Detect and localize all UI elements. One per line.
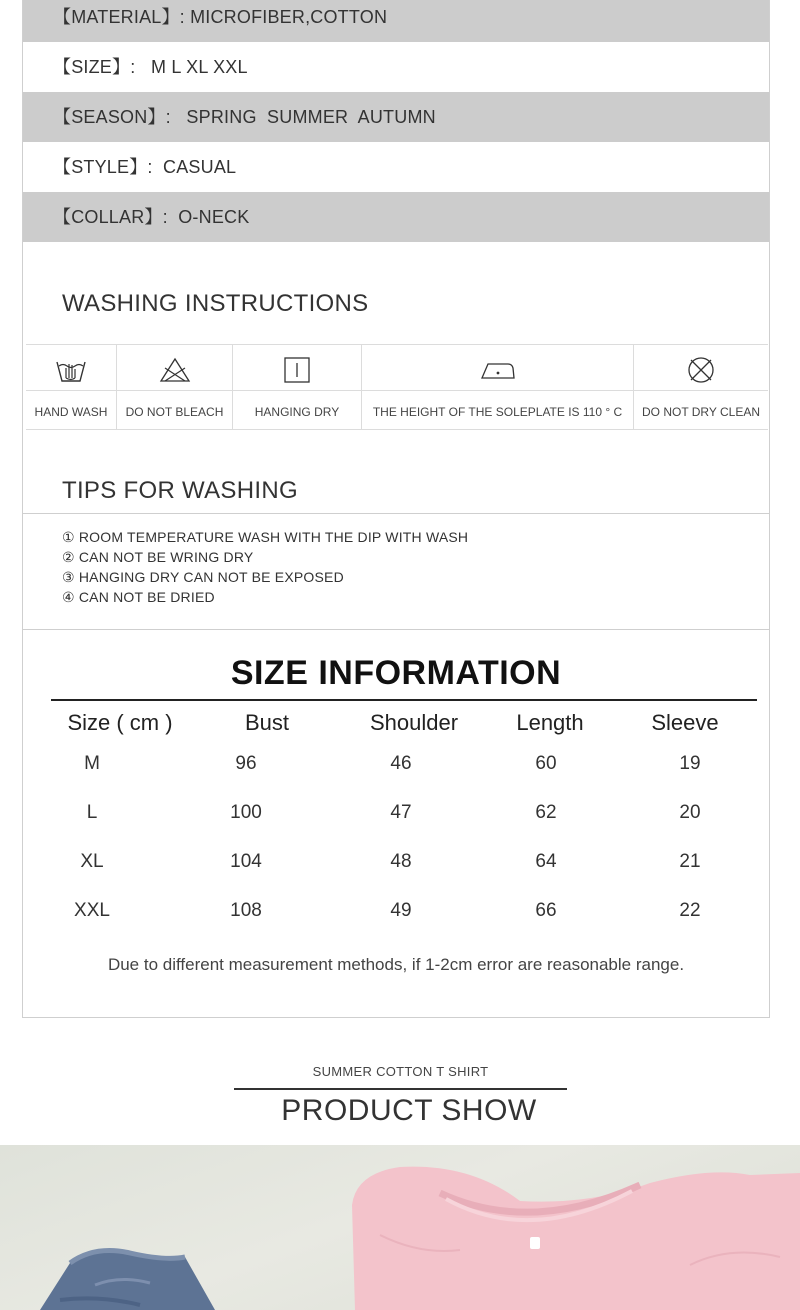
product-show-title: PRODUCT SHOW [281, 1094, 537, 1127]
size-cell: 64 [535, 851, 557, 872]
tip-item: ③ HANGING DRY CAN NOT BE EXPOSED [62, 569, 344, 585]
iron-icon [362, 353, 633, 387]
size-cell: 19 [679, 753, 701, 774]
size-cell: 22 [679, 900, 701, 921]
size-cell: XXL [74, 900, 110, 921]
washing-instructions-section [22, 242, 770, 514]
size-information-section [22, 630, 770, 1018]
size-cell: 49 [390, 900, 412, 921]
hand-wash-icon [26, 353, 116, 387]
tip-item: ① ROOM TEMPERATURE WASH WITH THE DIP WITH WASH [62, 529, 469, 545]
spec-size: 【SIZE】: M L XL XXL [53, 57, 248, 77]
wash-item-do-not-dry-clean [634, 345, 768, 429]
wash-item-hanging-dry [233, 345, 362, 429]
washing-instructions-title: WASHING INSTRUCTIONS [62, 290, 369, 317]
washing-symbols-table [26, 344, 768, 430]
wash-item-iron [362, 345, 634, 429]
size-header-size: Size ( cm ) [67, 710, 173, 735]
hanging-dry-icon [233, 353, 361, 387]
size-header-shoulder: Shoulder [369, 710, 459, 735]
size-header-length: Length [516, 710, 584, 735]
wash-item-hand-wash [26, 345, 117, 429]
size-header-bust: Bust [244, 710, 290, 735]
size-cell: 46 [390, 753, 412, 774]
product-photo-illustration [0, 1145, 800, 1310]
spec-style: 【STYLE】: CASUAL [53, 157, 237, 177]
size-cell: 104 [230, 851, 262, 872]
size-cell: 48 [390, 851, 412, 872]
size-cell: 47 [390, 802, 412, 823]
spec-list [22, 0, 770, 242]
wash-item-do-not-bleach [117, 345, 233, 429]
do-not-bleach-label: DO NOT BLEACH [125, 405, 224, 419]
iron-label: THE HEIGHT OF THE SOLEPLATE IS 110 ° C [372, 405, 623, 419]
spec-season: 【SEASON】: SPRING SUMMER AUTUMN [23, 92, 769, 142]
do-not-dry-clean-icon [634, 353, 768, 387]
tip-item: ② CAN NOT BE WRING DRY [62, 549, 254, 565]
size-cell: 66 [535, 900, 557, 921]
size-header-sleeve: Sleeve [651, 710, 719, 735]
size-cell: 62 [535, 802, 557, 823]
size-cell: 96 [235, 753, 257, 774]
size-cell: 20 [679, 802, 701, 823]
size-cell: M [84, 753, 100, 774]
size-cell: 21 [679, 851, 701, 872]
spec-material: 【MATERIAL】: MICROFIBER,COTTON [23, 0, 769, 42]
size-cell: 60 [535, 753, 557, 774]
tips-title: TIPS FOR WASHING [62, 477, 298, 504]
size-measurement-note: Due to different measurement methods, if 1-2cm error are reasonable range. [107, 955, 685, 974]
size-cell: L [86, 802, 98, 823]
tips-section [22, 514, 770, 630]
hanging-dry-label: HANGING DRY [254, 405, 340, 419]
hand-wash-label: HAND WASH [34, 405, 108, 419]
size-cell: 108 [230, 900, 262, 921]
product-show-subtitle: SUMMER COTTON T SHIRT [312, 1064, 489, 1079]
tip-item: ④ CAN NOT BE DRIED [62, 589, 215, 605]
spec-collar: 【COLLAR】: O-NECK [23, 192, 769, 242]
size-information-title: SIZE INFORMATION [230, 654, 562, 692]
do-not-bleach-icon [117, 353, 232, 387]
do-not-dry-clean-label: DO NOT DRY CLEAN [641, 405, 761, 419]
size-cell: 100 [230, 802, 262, 823]
size-cell: XL [80, 851, 104, 872]
product-photo [0, 1145, 800, 1310]
